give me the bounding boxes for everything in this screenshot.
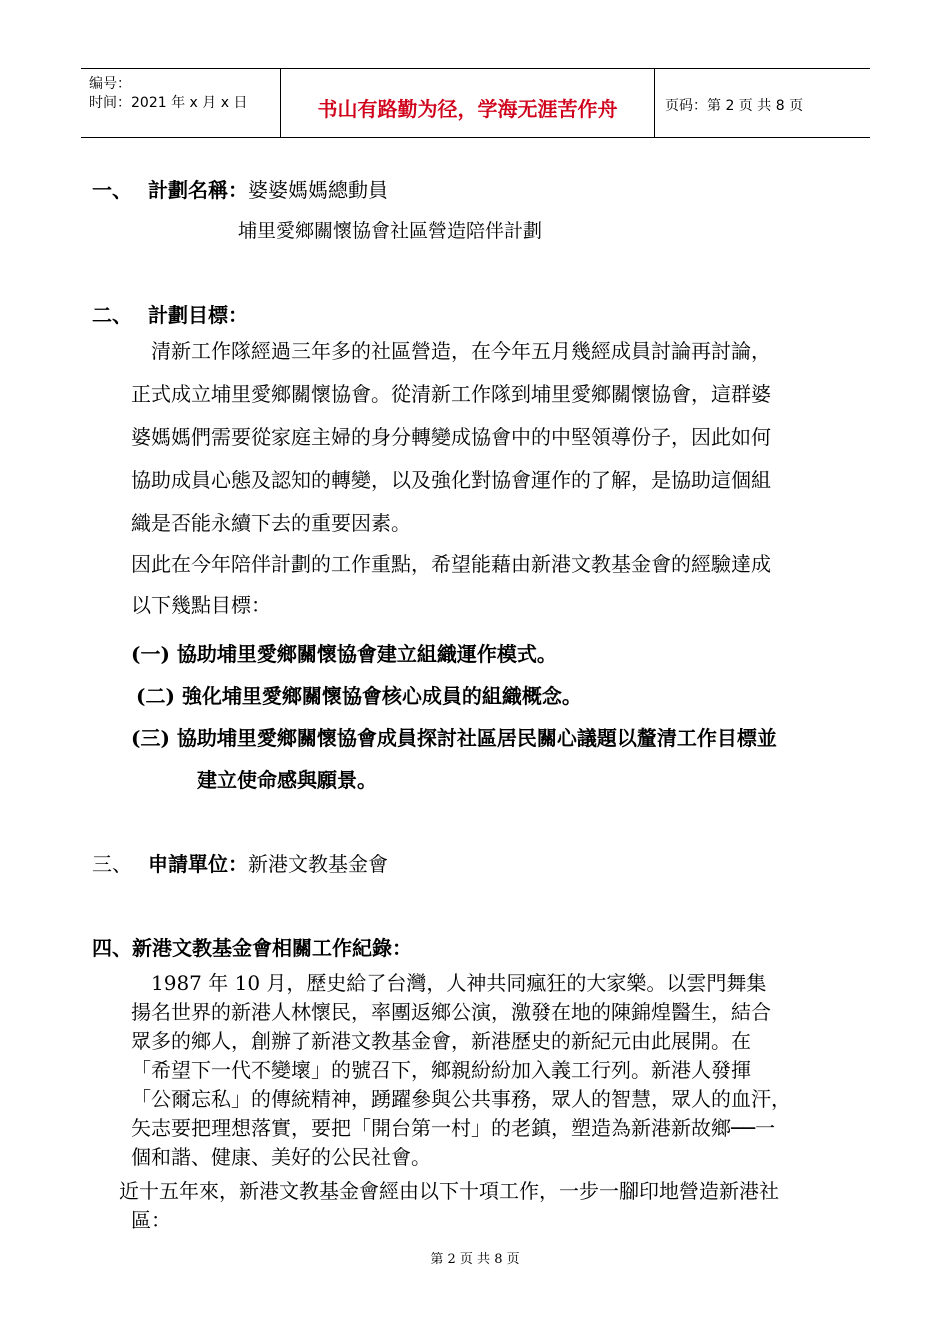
header-page-info: 页码：第 2 页 共 8 页 [665, 98, 804, 114]
section1-subtitle: 埔里愛鄉關懷協會社區營造陪伴計劃 [238, 220, 543, 242]
page-footer: 第 2 页 共 8 页 [430, 1252, 520, 1267]
section2-paragraph [131, 330, 771, 545]
header-table [81, 68, 870, 138]
section4-paragraph [131, 969, 791, 1172]
section2-intro [131, 544, 771, 626]
header-motto-cell [281, 69, 655, 137]
section3-label: 申請單位： [148, 852, 248, 876]
paragraph-line: 織是否能永續下去的重要因素。 [131, 511, 411, 535]
section4-closing-line: 近十五年來，新港文教基金會經由以下十項工作，一步一腳印地營造新港社 [119, 1179, 779, 1203]
section3-value: 新港文教基金會 [248, 852, 388, 876]
paragraph-line: 協助成員心態及認知的轉變，以及強化對協會運作的了解，是協助這個組 [131, 468, 771, 492]
goal-item-3: (三) 協助埔里愛鄉關懷協會成員探討社區居民關心議題以釐清工作目標並 [131, 726, 777, 750]
document-time-label: 时间：2021 年 x 月 x 日 [89, 95, 248, 111]
paragraph-line: 「希望下一代不變壞」的號召下，鄉親紛紛加入義工行列。新港人發揮 [131, 1058, 751, 1082]
document-number-label: 编号： [89, 76, 131, 92]
paragraph-line: 矢志要把理想落實，要把「開台第一村」的老鎮，塑造為新港新故鄉──一 [131, 1116, 776, 1140]
paragraph-line: 婆媽媽們需要從家庭主婦的身分轉變成協會中的中堅領導份子，因此如何 [131, 425, 771, 449]
paragraph-line: 揚名世界的新港人林懷民，率團返鄉公演，激發在地的陳錦煌醫生，結合 [131, 1000, 771, 1024]
header-page-cell [655, 69, 870, 137]
section2-number: 二、 [92, 303, 132, 327]
section1-label: 計劃名稱： [148, 178, 248, 202]
paragraph-line: 因此在今年陪伴計劃的工作重點，希望能藉由新港文教基金會的經驗達成 [131, 552, 771, 576]
goal-item-1: (一) 協助埔里愛鄉關懷協會建立組織運作模式。 [131, 642, 557, 666]
section4-title: 四、新港文教基金會相關工作紀錄： [92, 936, 412, 960]
section4-closing-line-continued: 區： [131, 1208, 171, 1232]
section1-value: 婆婆媽媽總動員 [248, 178, 388, 202]
header-motto: 书山有路勤为径，学海无涯苦作舟 [317, 97, 618, 121]
goal-item-3-continued: 建立使命感與願景。 [197, 768, 377, 792]
section1-number: 一、 [92, 178, 132, 202]
section1-heading [148, 174, 388, 203]
paragraph-line: 1987 年 10 月，歷史給了台灣，人神共同瘋狂的大家樂。以雲門舞集 [131, 971, 767, 995]
paragraph-line: 以下幾點目標： [131, 593, 271, 617]
header-meta-cell [81, 69, 281, 137]
paragraph-line: 眾多的鄉人，創辦了新港文教基金會，新港歷史的新紀元由此展開。在 [131, 1029, 751, 1053]
section3-heading [148, 848, 388, 877]
paragraph-line: 正式成立埔里愛鄉關懷協會。從清新工作隊到埔里愛鄉關懷協會，這群婆 [131, 382, 771, 406]
section2-label: 計劃目標： [148, 303, 248, 327]
goal-item-2: (二) 強化埔里愛鄉關懷協會核心成員的組織概念。 [136, 684, 582, 708]
section3-number: 三、 [92, 852, 132, 876]
paragraph-line: 個和諧、健康、美好的公民社會。 [131, 1145, 431, 1169]
paragraph-line: 「公爾忘私」的傳統精神，踴躍參與公共事務，眾人的智慧，眾人的血汗， [131, 1087, 791, 1111]
paragraph-line: 清新工作隊經過三年多的社區營造，在今年五月幾經成員討論再討論， [131, 339, 771, 363]
